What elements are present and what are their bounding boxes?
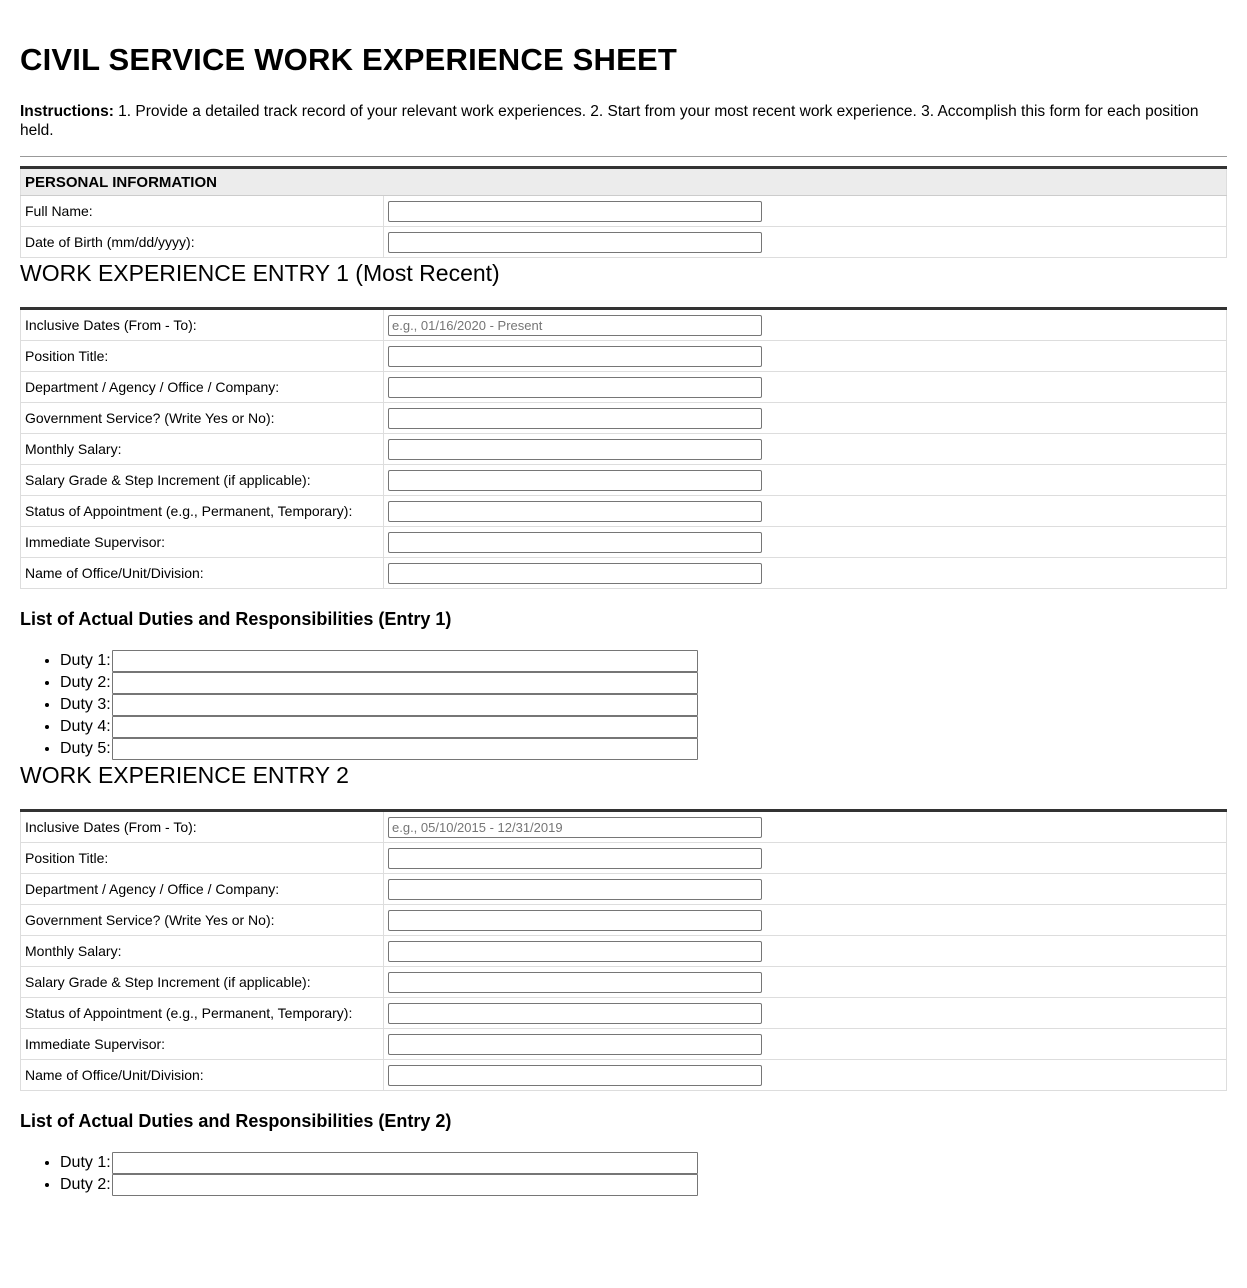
list-item [60,716,1227,738]
entry-1-heading: WORK EXPERIENCE ENTRY 1 (Most Recent) [20,260,500,286]
list-item [60,650,1227,672]
entry-1-position-title-input[interactable] [388,346,762,367]
field-cell [384,936,1227,967]
entry-2-salary-grade-input[interactable] [388,972,762,993]
full-name-label: Full Name: [21,196,384,227]
department-label: Department / Agency / Office / Company: [21,372,384,403]
date-of-birth-input[interactable] [388,232,762,253]
entry-2-inclusive-dates-input[interactable] [388,817,762,838]
form-row [21,1060,1227,1091]
entry-2-duty-2-input[interactable] [112,1174,698,1196]
entry-2-monthly-salary-input[interactable] [388,941,762,962]
position-title-label: Position Title: [21,341,384,372]
duty-label: Duty 4: [60,718,111,735]
field-cell [384,341,1227,372]
entry-2-heading: WORK EXPERIENCE ENTRY 2 [20,762,349,788]
field-cell [384,372,1227,403]
entry-1-office-unit-division-input[interactable] [388,563,762,584]
personal-info-heading: PERSONAL INFORMATION [21,168,1227,196]
list-item [60,738,1227,760]
inclusive-dates-label: Inclusive Dates (From - To): [21,309,384,341]
entry-1-duty-4-input[interactable] [112,716,698,738]
field-cell [384,309,1227,341]
form-row [21,527,1227,558]
entry-2-duty-list [20,1152,1227,1196]
salary-grade-label: Salary Grade & Step Increment (if applicable): [21,465,384,496]
salary-grade-label: Salary Grade & Step Increment (if applicable): [21,967,384,998]
government-service-label: Government Service? (Write Yes or No): [21,403,384,434]
form-row [21,227,1227,258]
entry-1-duty-2-input[interactable] [112,672,698,694]
field-cell [384,527,1227,558]
office-unit-division-label: Name of Office/Unit/Division: [21,558,384,589]
monthly-salary-label: Monthly Salary: [21,936,384,967]
field-cell [384,1060,1227,1091]
list-item [60,672,1227,694]
full-name-input[interactable] [388,201,762,222]
field-cell [384,998,1227,1029]
duty-label: Duty 1: [60,652,111,669]
form-row [21,434,1227,465]
entry-1-duty-5-input[interactable] [112,738,698,760]
form-row [21,874,1227,905]
field-cell [384,227,1227,258]
entry-2-government-service-input[interactable] [388,910,762,931]
entry-1-department-input[interactable] [388,377,762,398]
instructions-text [20,102,1227,140]
duty-label: Duty 1: [60,1154,111,1171]
form-row [21,372,1227,403]
field-cell [384,1029,1227,1060]
field-cell [384,403,1227,434]
entry-1-inclusive-dates-input[interactable] [388,315,762,336]
page-title: CIVIL SERVICE WORK EXPERIENCE SHEET [20,42,677,77]
field-cell [384,843,1227,874]
entry-1-duties-heading: List of Actual Duties and Responsibilities (Entry 1) [20,609,452,629]
inclusive-dates-label: Inclusive Dates (From - To): [21,811,384,843]
field-cell [384,811,1227,843]
entry-1-salary-grade-input[interactable] [388,470,762,491]
personal-info-header-row [21,168,1227,196]
entry-1-table [20,307,1227,589]
entry-1-monthly-salary-input[interactable] [388,439,762,460]
form-row [21,196,1227,227]
immediate-supervisor-label: Immediate Supervisor: [21,1029,384,1060]
entry-1-duty-1-input[interactable] [112,650,698,672]
duty-label: Duty 2: [60,674,111,691]
field-cell [384,874,1227,905]
personal-info-table [20,166,1227,258]
field-cell [384,434,1227,465]
instructions-label: Instructions: [20,103,114,120]
status-of-appointment-label: Status of Appointment (e.g., Permanent, Temporary): [21,998,384,1029]
entry-1-status-of-appointment-input[interactable] [388,501,762,522]
form-row [21,341,1227,372]
field-cell [384,967,1227,998]
form-row [21,967,1227,998]
form-row [21,936,1227,967]
form-row [21,403,1227,434]
form-row [21,558,1227,589]
form-row [21,905,1227,936]
entry-2-status-of-appointment-input[interactable] [388,1003,762,1024]
entry-2-table [20,809,1227,1091]
form-row [21,843,1227,874]
form-row [21,309,1227,341]
field-cell [384,196,1227,227]
form-row [21,998,1227,1029]
entry-1-immediate-supervisor-input[interactable] [388,532,762,553]
form-row [21,496,1227,527]
entry-2-position-title-input[interactable] [388,848,762,869]
date-of-birth-label: Date of Birth (mm/dd/yyyy): [21,227,384,258]
form-row [21,1029,1227,1060]
form-row [21,465,1227,496]
entry-2-office-unit-division-input[interactable] [388,1065,762,1086]
field-cell [384,465,1227,496]
field-cell [384,496,1227,527]
entry-2-duties-heading: List of Actual Duties and Responsibilities (Entry 2) [20,1111,452,1131]
entry-1-duty-3-input[interactable] [112,694,698,716]
instructions-body: 1. Provide a detailed track record of your relevant work experiences. 2. Start from your most recent work experience. 3. Accomplish this form for each position held. [20,103,1199,139]
status-of-appointment-label: Status of Appointment (e.g., Permanent, Temporary): [21,496,384,527]
duty-label: Duty 5: [60,740,111,757]
list-item [60,694,1227,716]
department-label: Department / Agency / Office / Company: [21,874,384,905]
entry-1-duty-list [20,650,1227,760]
field-cell [384,558,1227,589]
immediate-supervisor-label: Immediate Supervisor: [21,527,384,558]
list-item [60,1152,1227,1174]
field-cell [384,905,1227,936]
duty-label: Duty 2: [60,1176,111,1193]
government-service-label: Government Service? (Write Yes or No): [21,905,384,936]
duty-label: Duty 3: [60,696,111,713]
entry-2-immediate-supervisor-input[interactable] [388,1034,762,1055]
form-row [21,811,1227,843]
list-item [60,1174,1227,1196]
monthly-salary-label: Monthly Salary: [21,434,384,465]
position-title-label: Position Title: [21,843,384,874]
entry-2-department-input[interactable] [388,879,762,900]
entry-2-duty-1-input[interactable] [112,1152,698,1174]
office-unit-division-label: Name of Office/Unit/Division: [21,1060,384,1091]
divider [20,156,1227,157]
entry-1-government-service-input[interactable] [388,408,762,429]
